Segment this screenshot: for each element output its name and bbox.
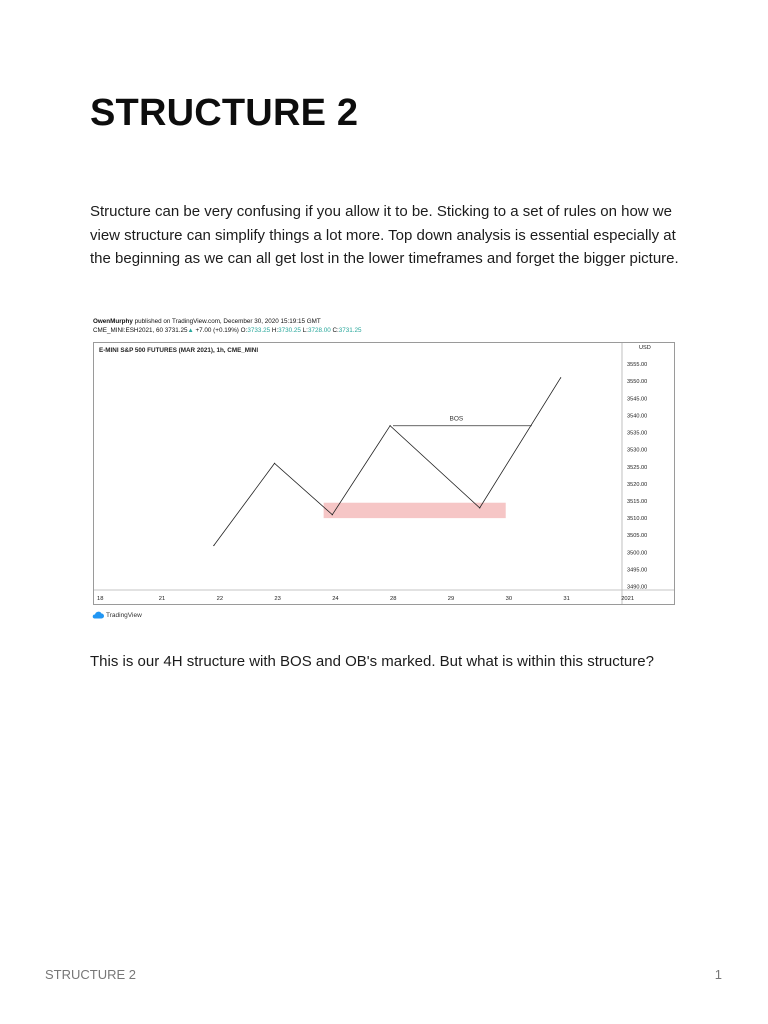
y-tick-label: 3515.00 bbox=[627, 499, 648, 506]
chart-ticker: CME_MINI:ESH2021, 60 bbox=[93, 327, 163, 334]
followup-paragraph: This is our 4H structure with BOS and OB's marked. But what is within this structure? bbox=[90, 653, 654, 670]
x-tick-label: 28 bbox=[390, 596, 397, 602]
price-point bbox=[560, 377, 561, 378]
chart-svg bbox=[94, 343, 674, 604]
price-point bbox=[274, 463, 275, 464]
chart-figure bbox=[90, 316, 680, 626]
price-line bbox=[214, 378, 561, 546]
bos-label: BOS bbox=[449, 415, 464, 423]
h-label: H: bbox=[271, 327, 279, 334]
x-tick-label: 18 bbox=[97, 596, 104, 602]
chart-published: published on TradingView.com, December 30, 2020 15:19:15 GMT bbox=[134, 318, 321, 325]
chart-change: +7.00 (+0.19%) bbox=[195, 327, 239, 334]
o-label: O: bbox=[240, 327, 248, 334]
l-label: L: bbox=[302, 327, 308, 334]
x-tick-label: 23 bbox=[274, 596, 281, 602]
price-point bbox=[390, 425, 391, 426]
x-tick-label: 21 bbox=[158, 596, 166, 602]
o-value: 3733.25 bbox=[247, 327, 271, 334]
x-tick-label: 24 bbox=[332, 596, 339, 602]
up-arrow-icon: ▲ bbox=[187, 327, 194, 334]
y-tick-label: 3520.00 bbox=[627, 481, 648, 488]
y-tick-label: 3500.00 bbox=[627, 550, 648, 557]
intro-paragraph: Structure can be very confusing if you allow it to be. Sticking to a set of rules on how we view structure can simplify things a lot more. Top down analysis is essential especially at the beginning as we can all get lost in the lower timeframes and forget the bigger picture. bbox=[90, 203, 679, 267]
cloud-icon bbox=[92, 611, 104, 619]
currency-label: USD bbox=[639, 345, 651, 351]
y-tick-label: 3540.00 bbox=[627, 413, 648, 420]
order-block-zone bbox=[324, 503, 506, 518]
x-tick-label: 30 bbox=[505, 596, 513, 602]
y-tick-label: 3510.00 bbox=[627, 516, 648, 523]
x-tick-label: 29 bbox=[447, 596, 455, 602]
x-tick-label: 31 bbox=[563, 596, 570, 602]
footer-title: STRUCTURE 2 bbox=[45, 967, 137, 982]
c-label: C: bbox=[332, 327, 339, 334]
chart-last: 3731.25 bbox=[164, 327, 188, 334]
x-tick-label: 2021 bbox=[621, 596, 635, 602]
chart-publish-line bbox=[93, 318, 321, 326]
page-number: 1 bbox=[714, 967, 722, 982]
chart-symbol: E-MINI S&P 500 FUTURES (MAR 2021), 1h, CME_MINI bbox=[99, 347, 259, 354]
y-tick-label: 3505.00 bbox=[627, 533, 648, 540]
y-tick-label: 3555.00 bbox=[627, 362, 648, 369]
page-title: STRUCTURE 2 bbox=[90, 92, 359, 134]
y-tick-label: 3495.00 bbox=[627, 567, 648, 574]
chart-author: OwenMurphy bbox=[93, 318, 133, 325]
chart-area bbox=[93, 342, 675, 605]
y-tick-label: 3535.00 bbox=[627, 430, 648, 437]
tradingview-logo bbox=[92, 611, 142, 619]
h-value: 3730.25 bbox=[278, 327, 301, 334]
price-point bbox=[332, 514, 333, 515]
y-tick-label: 3490.00 bbox=[627, 584, 648, 591]
price-point bbox=[479, 507, 480, 508]
price-point bbox=[213, 545, 214, 546]
y-tick-label: 3530.00 bbox=[627, 447, 648, 454]
c-value: 3731.25 bbox=[338, 327, 362, 334]
y-tick-label: 3525.00 bbox=[627, 464, 648, 471]
l-value: 3728.00 bbox=[307, 327, 331, 334]
x-tick-label: 22 bbox=[216, 596, 224, 602]
tradingview-label: TradingView bbox=[106, 611, 142, 619]
y-tick-label: 3550.00 bbox=[627, 379, 648, 386]
chart-ohlc-line bbox=[93, 327, 362, 335]
y-tick-label: 3545.00 bbox=[627, 396, 648, 403]
